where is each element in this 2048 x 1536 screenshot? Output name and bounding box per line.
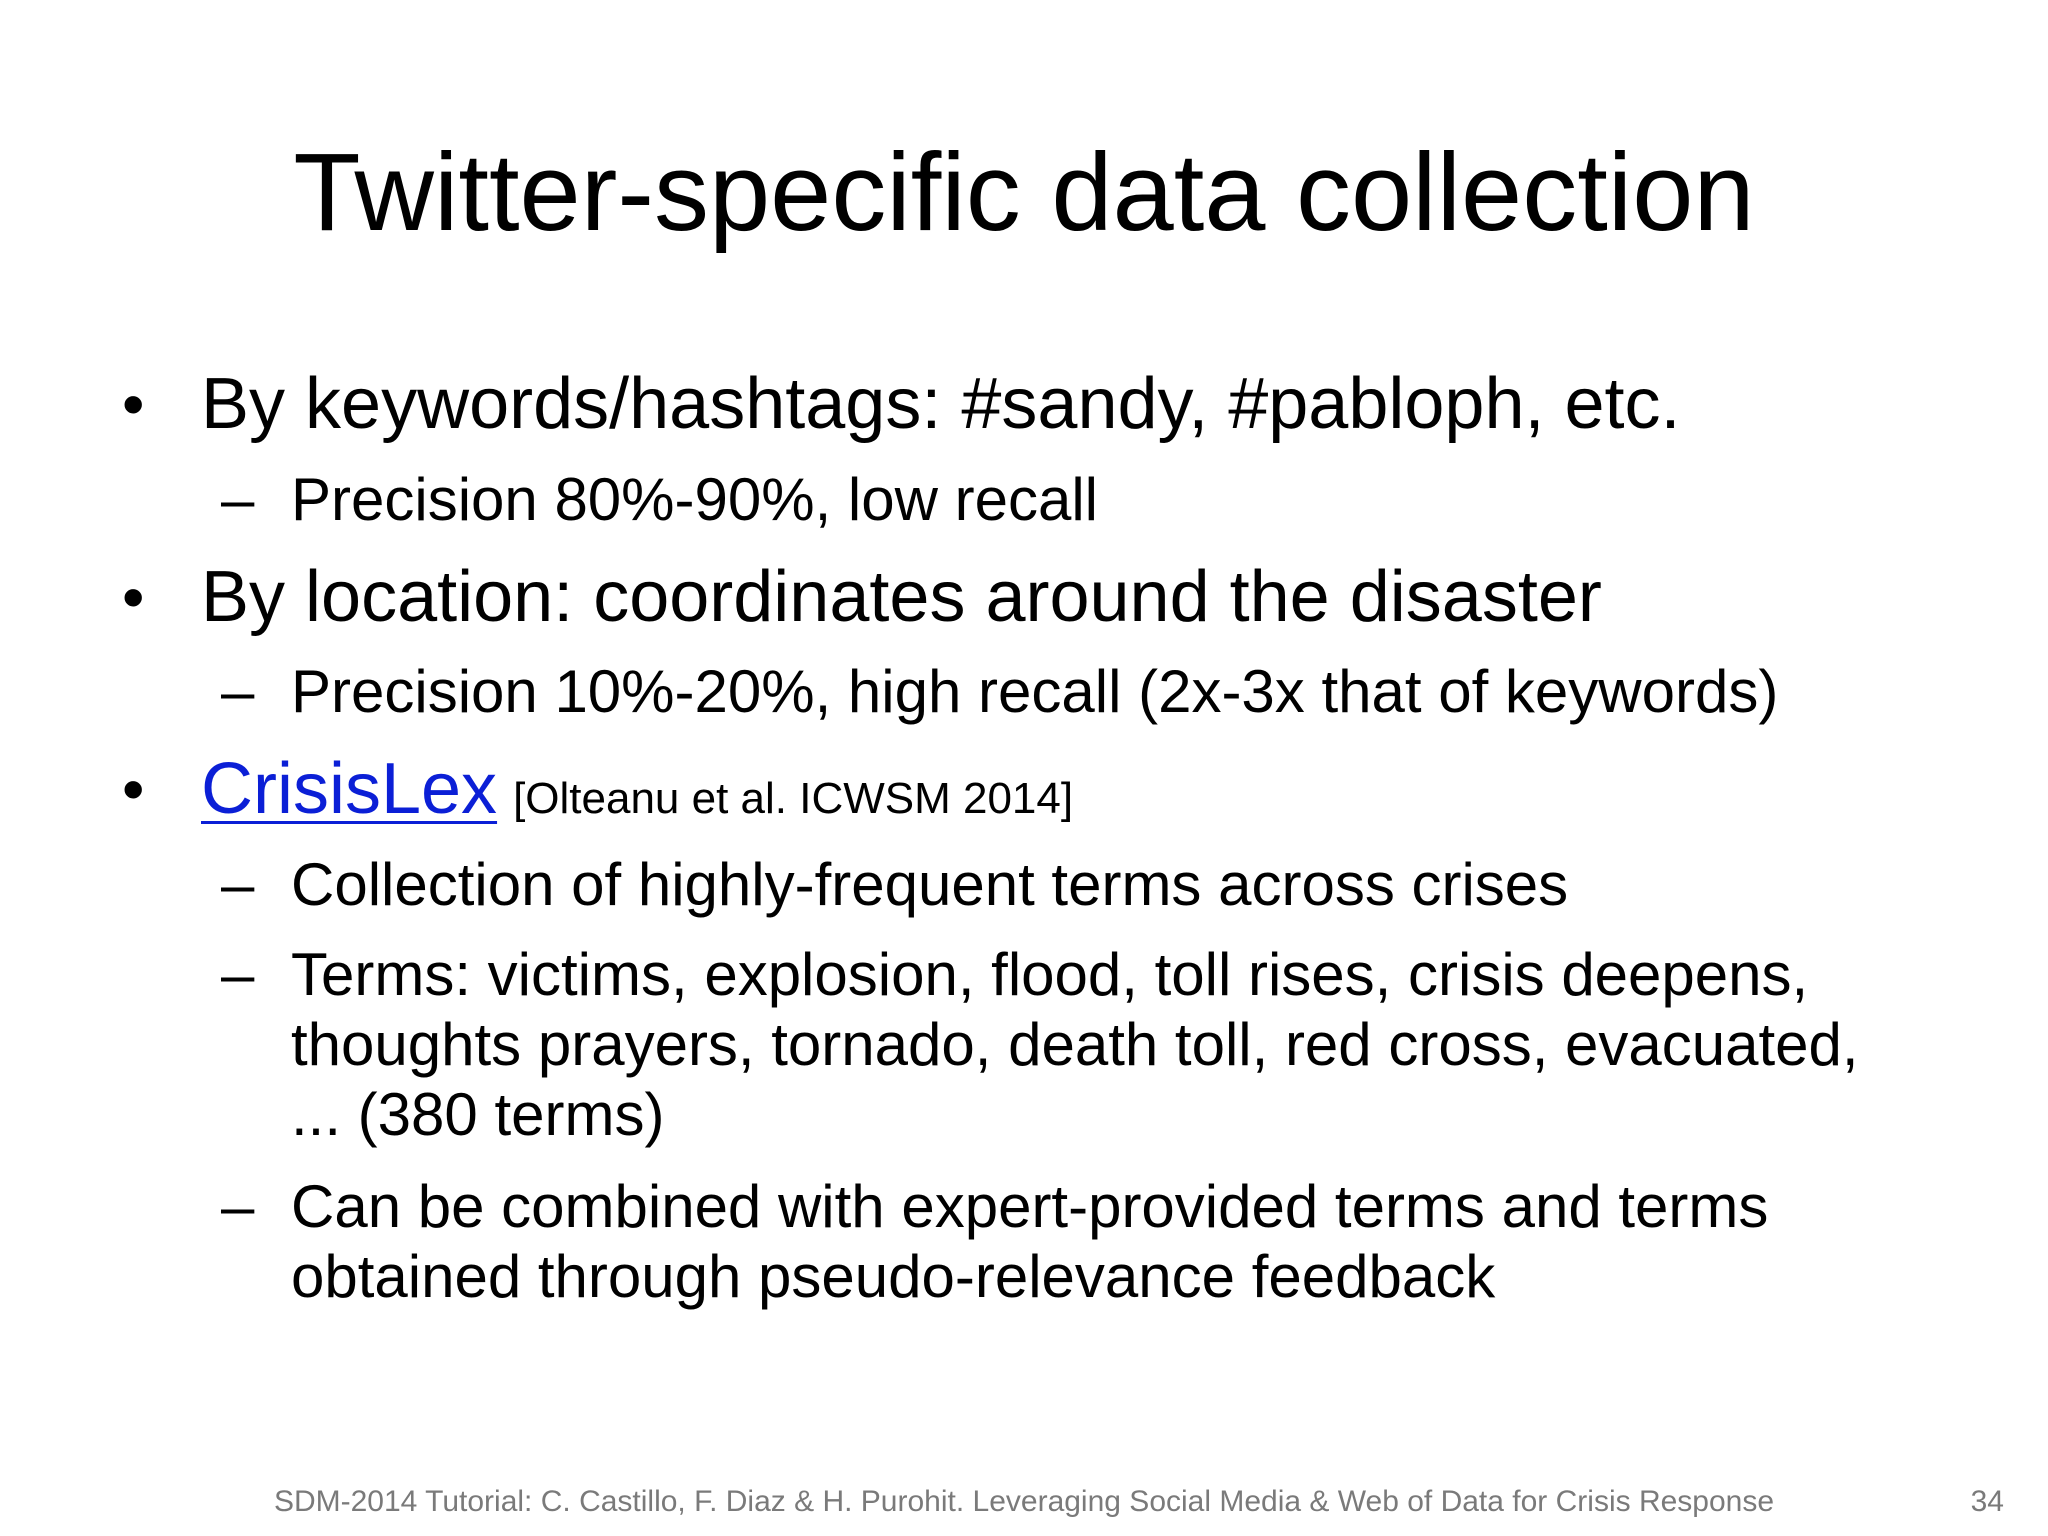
crisislex-citation: [Olteanu et al. ICWSM 2014] xyxy=(513,774,1074,823)
subitem-crisislex-collection: Collection of highly-frequent terms across crises xyxy=(291,851,1569,918)
dash-marker: – xyxy=(221,1173,255,1240)
dash-marker: – xyxy=(221,466,255,533)
dash-marker: – xyxy=(221,941,255,1008)
dash-marker: – xyxy=(221,658,255,725)
slide-title: Twitter-specific data collection xyxy=(293,131,1755,254)
subitem-keywords-precision: Precision 80%-90%, low recall xyxy=(291,466,1099,533)
subitem-location-precision: Precision 10%-20%, high recall (2x-3x that of keywords) xyxy=(291,658,1779,725)
crisislex-link[interactable]: CrisisLex xyxy=(201,749,498,829)
page-number: 34 xyxy=(1970,1485,2004,1518)
bullet-crisislex xyxy=(201,749,1073,839)
bullet-location: By location: coordinates around the disaster xyxy=(201,557,1602,637)
dash-marker: – xyxy=(221,851,255,918)
bullet-marker: • xyxy=(122,561,145,633)
bullet-marker: • xyxy=(122,368,145,440)
bullet-marker: • xyxy=(122,753,145,825)
subitem-crisislex-combined: Can be combined with expert-provided terms and terms obtained through pseudo-relevance feedback xyxy=(291,1173,1769,1310)
bullet-keywords: By keywords/hashtags: #sandy, #pabloph, etc. xyxy=(201,364,1681,444)
slide-footer: SDM-2014 Tutorial: C. Castillo, F. Diaz & H. Purohit. Leveraging Social Media & Web of Data for Crisis Response xyxy=(273,1485,1775,1518)
subitem-crisislex-terms: Terms: victims, explosion, flood, toll rises, crisis deepens, thoughts prayers, tornado, death toll, red cross, evacuated, ... (380 terms) xyxy=(291,941,1859,1148)
